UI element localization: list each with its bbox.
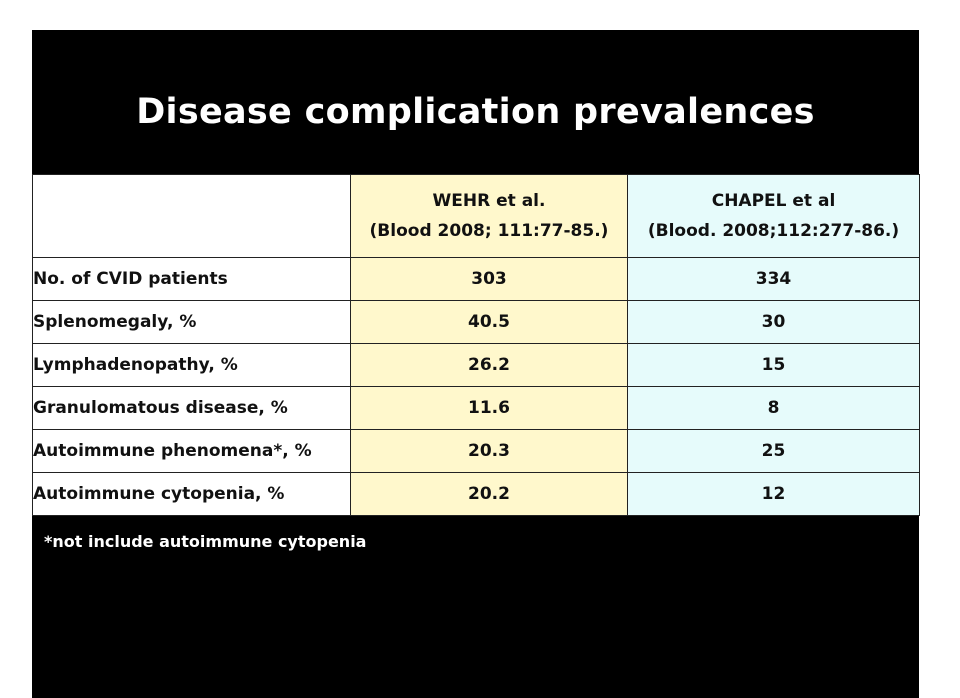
header-wehr-author: WEHR et al. [432,191,546,211]
chapel-value: 30 [628,301,920,344]
chapel-value: 25 [628,430,920,473]
table-row [33,473,920,516]
table-row [33,301,920,344]
chapel-value: 15 [628,344,920,387]
header-wehr-citation: (Blood 2008; 111:77-85.) [369,221,609,241]
prevalence-table [32,174,920,516]
wehr-value: 20.3 [351,430,628,473]
wehr-value: 40.5 [351,301,628,344]
table-row [33,344,920,387]
table-row [33,258,920,301]
chapel-value: 334 [628,258,920,301]
wehr-value: 26.2 [351,344,628,387]
slide [32,30,919,698]
chapel-value: 12 [628,473,920,516]
header-chapel-citation: (Blood. 2008;112:277-86.) [647,221,900,241]
row-label: No. of CVID patients [33,258,351,301]
header-blank-cell [33,175,351,258]
table-row [33,430,920,473]
header-chapel-author: CHAPEL et al [711,191,836,211]
footnote: *not include autoimmune cytopenia [44,532,367,551]
row-label: Granulomatous disease, % [33,387,351,430]
row-label: Autoimmune cytopenia, % [33,473,351,516]
table-row [33,387,920,430]
row-label: Autoimmune phenomena*, % [33,430,351,473]
table-header-row [33,175,920,258]
wehr-value: 303 [351,258,628,301]
header-chapel [628,175,920,258]
chapel-value: 8 [628,387,920,430]
row-label: Splenomegaly, % [33,301,351,344]
row-label: Lymphadenopathy, % [33,344,351,387]
header-wehr [351,175,628,258]
slide-title: Disease complication prevalences [136,92,815,132]
wehr-value: 20.2 [351,473,628,516]
wehr-value: 11.6 [351,387,628,430]
